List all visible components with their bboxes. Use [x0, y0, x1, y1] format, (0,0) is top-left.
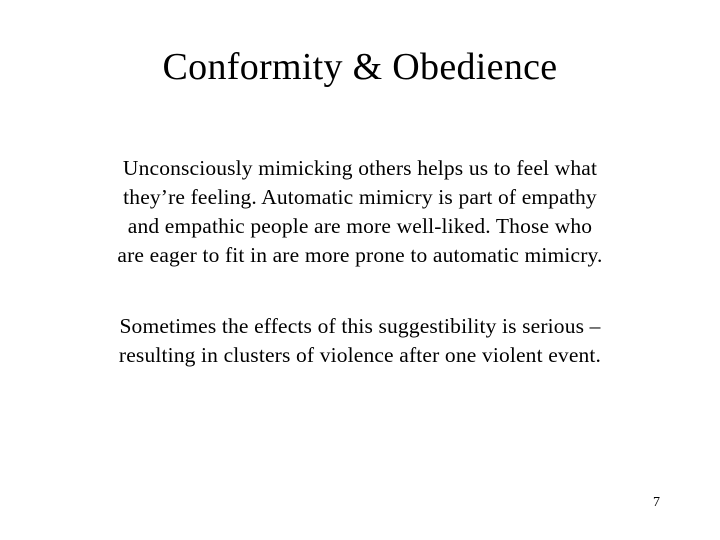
page-number: 7: [653, 495, 660, 510]
paragraph-line: they’re feeling. Automatic mimicry is part of empathy: [123, 185, 597, 209]
paragraph-line: Sometimes the effects of this suggestibility is serious –: [119, 314, 601, 338]
slide-title: Conformity & Obedience: [162, 46, 558, 88]
paragraph-mimicry: [60, 154, 660, 270]
paragraph-suggestibility: [60, 312, 660, 370]
paragraph-line: are eager to fit in are more prone to automatic mimicry.: [117, 243, 603, 267]
paragraph-line: and empathic people are more well-liked. Those who: [127, 214, 593, 238]
paragraph-line: Unconsciously mimicking others helps us to feel what: [122, 156, 598, 180]
paragraph-line: resulting in clusters of violence after one violent event.: [118, 343, 602, 367]
